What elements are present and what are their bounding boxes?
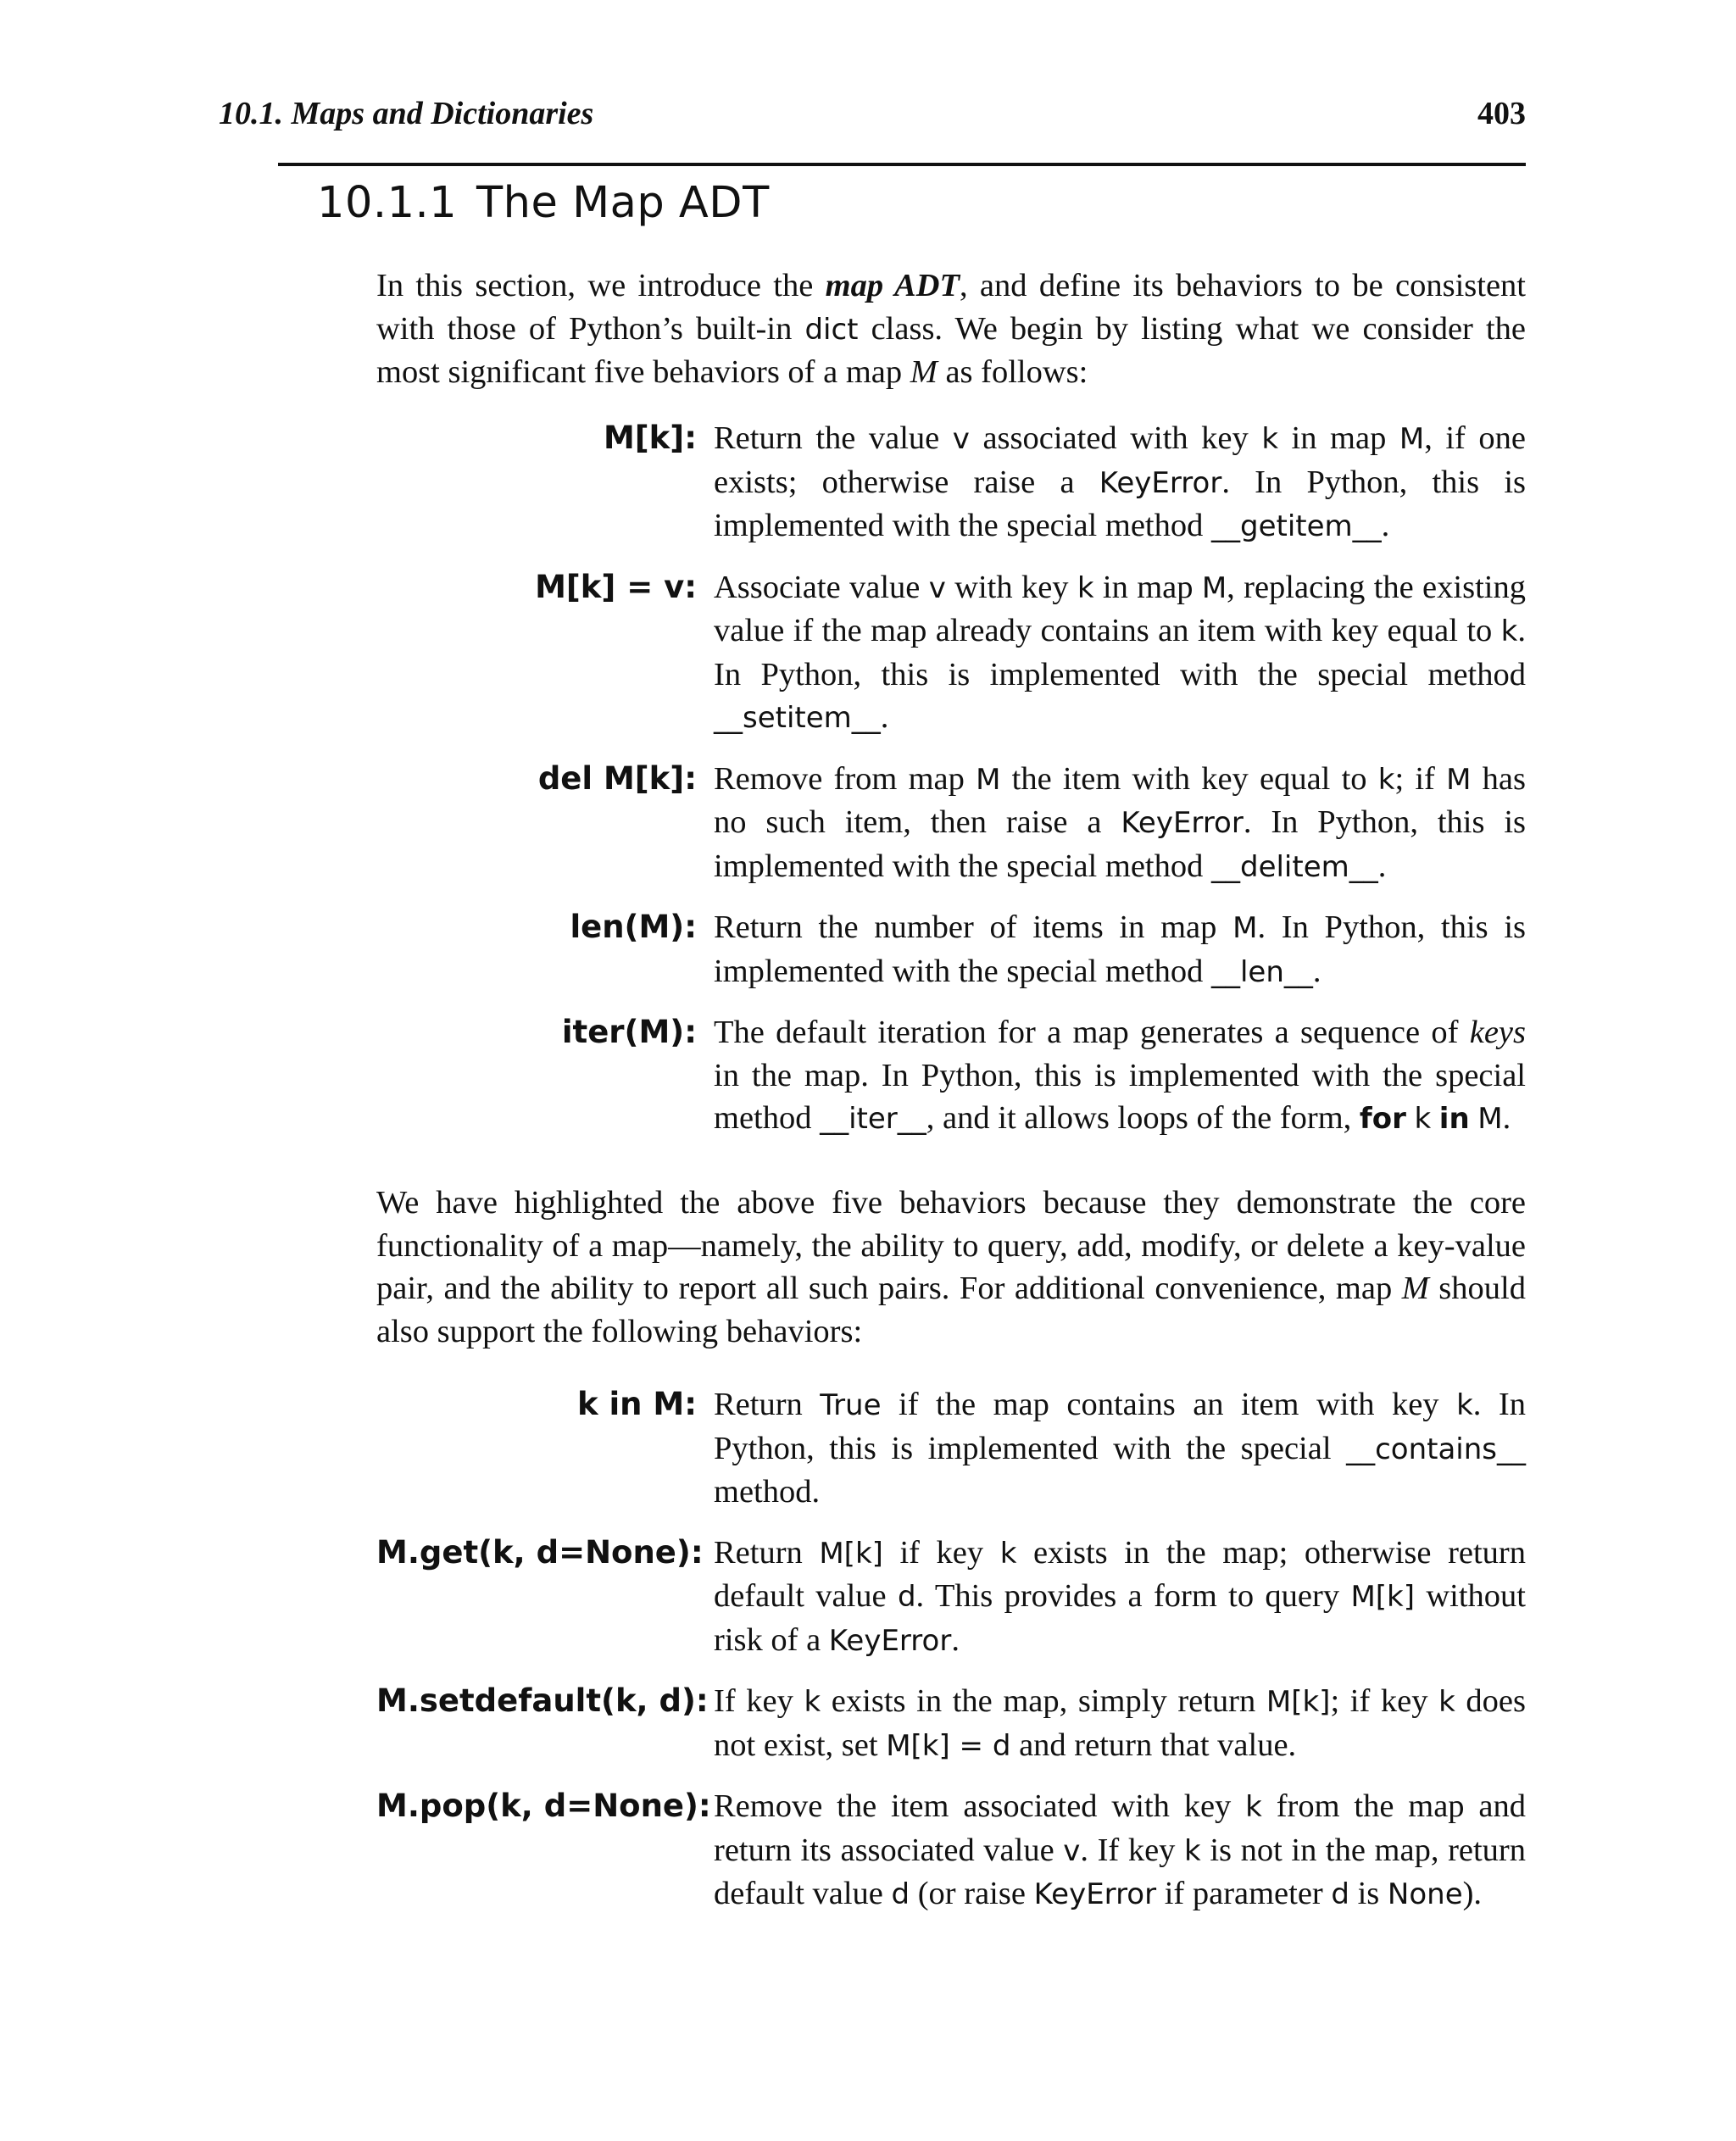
intro-text-3: class. We begin by listing what we consider the most significant five behaviors of a map: [376, 310, 1526, 390]
behavior-description: [714, 906, 1526, 993]
code-token: M: [976, 762, 1001, 797]
code-token: KeyError: [1121, 806, 1244, 840]
description-text: . In Python, this is implemented with the special method: [714, 804, 1526, 884]
behavior-entry: [376, 1785, 1526, 1916]
var-m: M: [1401, 1271, 1429, 1306]
code-token: KeyError: [1099, 465, 1222, 500]
code-token: k: [1456, 1388, 1473, 1422]
behavior-term: len(M):: [570, 909, 697, 945]
description-text: has no such item, then raise a: [714, 760, 1526, 840]
code-token: __contains__: [1346, 1432, 1526, 1466]
description-text: .: [1381, 508, 1390, 543]
code-token: M: [1232, 911, 1258, 945]
description-text: Associate value: [714, 569, 929, 605]
code-token: __delitem__: [1210, 849, 1378, 884]
code-token: v: [952, 422, 970, 456]
code-token: k: [999, 1536, 1017, 1571]
code-token: __setitem__: [714, 701, 881, 735]
description-text: exists in the map, simply return: [821, 1683, 1266, 1719]
code-token: k: [804, 1685, 821, 1719]
description-text: in map: [1278, 420, 1399, 456]
code-token: __iter__: [820, 1102, 926, 1136]
code-token: k: [1414, 1102, 1432, 1136]
description-text: (or raise: [910, 1876, 1034, 1911]
header-rule: [278, 163, 1526, 166]
description-text: [1470, 1100, 1478, 1136]
code-token: True: [820, 1388, 882, 1422]
description-text: If key: [714, 1683, 804, 1719]
description-text: is: [1349, 1876, 1388, 1911]
middle-text-1: We have highlighted the above five behaviors because they demonstrate the core functionality of a map—namely, the ability to query, add, modify, or delete a key-value pair, and the ability to report all such pairs. For additional convenience, map: [376, 1185, 1526, 1306]
description-text: the item with key equal to: [1000, 760, 1378, 797]
behavior-description: [714, 758, 1526, 889]
code-token: M[k]: [1266, 1685, 1331, 1719]
description-text: ; if: [1394, 760, 1447, 797]
behavior-term: M.pop(k, d=None):: [376, 1788, 711, 1824]
behavior-description: [714, 1383, 1526, 1514]
code-token: M[k]: [819, 1536, 883, 1571]
description-text: exists in the map; otherwise return default value: [714, 1534, 1526, 1614]
behavior-term: iter(M):: [561, 1014, 697, 1050]
description-text: from the map and return its associated value: [714, 1788, 1527, 1868]
intro-text-4: as follows:: [937, 354, 1088, 390]
description-text: method.: [714, 1474, 821, 1510]
code-token: v: [928, 570, 946, 605]
behavior-term: M.get(k, d=None):: [376, 1533, 704, 1571]
description-text: .: [880, 699, 889, 735]
extra-behaviors-list: [376, 1383, 1526, 1934]
description-text: , replacing the existing value if the map already contains an item with key equal to: [714, 569, 1526, 648]
middle-paragraph: [376, 1182, 1526, 1353]
keyword-token: for: [1359, 1102, 1406, 1136]
middle-text-2: should also support the following behaviors:: [376, 1271, 1526, 1349]
behavior-entry: [376, 1011, 1526, 1141]
var-m: M: [910, 354, 938, 390]
description-text: Return the number of items in map: [714, 909, 1233, 945]
code-token: k: [1184, 1833, 1201, 1868]
description-text: , if one exists; otherwise raise a: [714, 420, 1527, 500]
code-token: k: [1377, 762, 1395, 797]
behavior-term: k in M:: [576, 1386, 697, 1422]
intro-paragraph: [376, 264, 1526, 394]
description-text: ).: [1462, 1876, 1483, 1911]
behavior-description: [714, 1532, 1526, 1663]
running-header: [219, 95, 1526, 137]
code-token: __getitem__: [1210, 509, 1382, 543]
description-text: .: [1502, 1100, 1511, 1136]
code-token: KeyError: [1033, 1877, 1157, 1911]
description-text: .: [1377, 848, 1387, 884]
description-text: does not exist, set: [714, 1683, 1527, 1763]
description-text: if parameter: [1156, 1876, 1332, 1911]
code-token: M[k]: [1350, 1580, 1416, 1614]
description-text: without risk of a: [714, 1578, 1527, 1658]
behavior-entry: [376, 417, 1526, 548]
description-text: Remove from map: [714, 760, 976, 797]
description-text: . If key: [1080, 1832, 1185, 1868]
description-text: .: [1312, 953, 1321, 989]
page-number: 403: [1477, 96, 1526, 131]
code-token: KeyError: [828, 1623, 952, 1658]
behavior-term: M.setdefault(k, d):: [376, 1682, 709, 1719]
behavior-description: [714, 1011, 1526, 1141]
behavior-term: del M[k]:: [537, 759, 697, 797]
emphasis-text: keys: [1469, 1015, 1526, 1050]
code-token: M[k] = d: [886, 1728, 1011, 1763]
section-title-text: The Map ADT: [476, 178, 770, 228]
description-text: . In Python, this is implemented with the special: [714, 1387, 1526, 1466]
intro-text-1: In this section, we introduce the: [376, 268, 826, 303]
code-token: d: [891, 1877, 910, 1911]
description-text: if the map contains an item with key: [881, 1387, 1457, 1422]
description-text: Return: [714, 1387, 821, 1422]
running-title: 10.1. Maps and Dictionaries: [219, 96, 594, 131]
description-text: is not in the map, return default value: [714, 1832, 1526, 1911]
description-text: ; if key: [1330, 1683, 1439, 1719]
behavior-term: M[k]:: [603, 420, 697, 456]
description-text: Remove the item associated with key: [714, 1788, 1246, 1824]
description-text: and return that value.: [1010, 1727, 1297, 1763]
behavior-entry: [376, 1680, 1526, 1767]
defined-term: map ADT: [825, 268, 960, 303]
description-text: . In Python, this is implemented with the special method: [714, 464, 1526, 543]
intro-text-2: , and define its behaviors to be consistent with those of Python’s built-in: [376, 268, 1526, 347]
code-token: k: [1261, 422, 1279, 456]
code-token: k: [1500, 614, 1518, 648]
behavior-entry: [376, 758, 1526, 889]
description-text: Return: [714, 1534, 820, 1571]
behavior-entry: [376, 1532, 1526, 1663]
description-text: .: [951, 1621, 960, 1658]
code-token: M: [1201, 570, 1227, 605]
behavior-entry: [376, 1383, 1526, 1514]
description-text: . This provides a form to query: [915, 1578, 1351, 1614]
behavior-description: [714, 1680, 1526, 1767]
description-text: . In Python, this is implemented with the special method: [714, 909, 1527, 989]
code-token: v: [1063, 1833, 1081, 1868]
description-text: . In Python, this is implemented with the special method: [714, 613, 1526, 692]
description-text: if key: [882, 1534, 1000, 1571]
behavior-term: M[k] = v:: [535, 568, 697, 605]
description-text: Return the value: [714, 420, 953, 456]
description-text: in map: [1093, 569, 1202, 605]
behavior-entry: [376, 566, 1526, 740]
description-text: in the map. In Python, this is implemented with the special method: [714, 1057, 1526, 1136]
code-token: M: [1446, 762, 1472, 797]
description-text: [1431, 1100, 1439, 1136]
code-token: k: [1077, 570, 1094, 605]
core-behaviors-list: [376, 417, 1526, 1159]
code-dict: dict: [804, 312, 859, 347]
code-token: M: [1477, 1102, 1503, 1136]
section-number: 10.1.1: [317, 178, 458, 228]
code-token: k: [1245, 1790, 1262, 1824]
behavior-entry: [376, 906, 1526, 993]
code-token: d: [897, 1580, 916, 1614]
code-token: M: [1399, 422, 1425, 456]
description-text: with key: [945, 569, 1077, 605]
description-text: , and it allows loops of the form,: [926, 1100, 1360, 1136]
keyword-token: in: [1438, 1102, 1470, 1136]
code-token: None: [1387, 1877, 1463, 1911]
code-token: d: [1331, 1877, 1349, 1911]
code-token: __len__: [1210, 954, 1313, 989]
code-token: k: [1438, 1685, 1455, 1719]
description-text: associated with key: [969, 420, 1262, 456]
section-heading: [317, 178, 770, 228]
behavior-description: [714, 417, 1526, 548]
description-text: The default iteration for a map generates a sequence of: [714, 1015, 1470, 1050]
behavior-description: [714, 1785, 1526, 1916]
behavior-description: [714, 566, 1526, 740]
